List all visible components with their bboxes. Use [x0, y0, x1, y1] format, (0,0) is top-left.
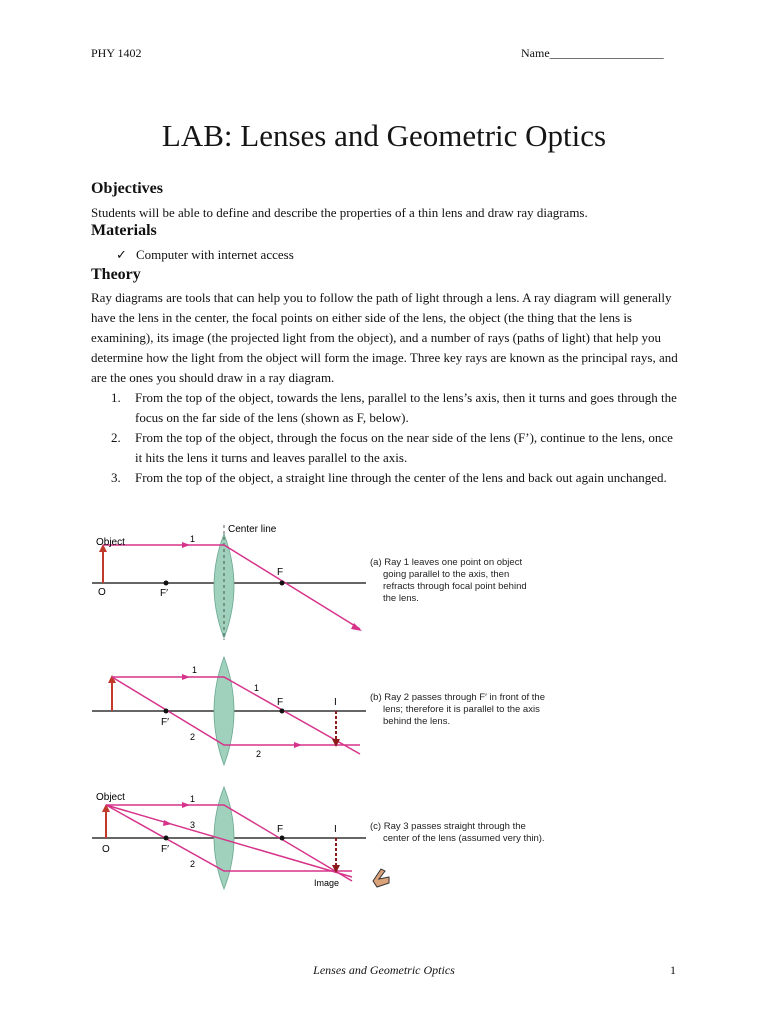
ray-arrow-icon: [294, 742, 302, 748]
focal-point-far: [280, 581, 285, 586]
convex-lens: [214, 657, 234, 765]
i-label: I: [334, 697, 337, 708]
ray-label: 1: [254, 683, 260, 693]
caption-line: going parallel to the axis, then: [383, 569, 510, 580]
materials-heading: Materials: [91, 222, 157, 239]
page-number: 1: [670, 963, 676, 977]
diagram-panel-b: [92, 657, 366, 765]
caption-b: [370, 692, 545, 728]
focal-point-near: [164, 709, 169, 714]
ray-label: 1: [190, 534, 196, 544]
list-item-text: From the top of the object, towards the lens, parallel to the lens’s axis, then it turns and goes through the focus on the far side of the lens (shown as F, below).: [135, 390, 677, 425]
center-line-label: Center line: [228, 524, 277, 535]
image-label: Image: [314, 878, 340, 888]
ray-label: 3: [190, 820, 196, 830]
checkmark-icon: ✓: [116, 247, 127, 262]
ray-label: 2: [190, 732, 196, 742]
i-label: I: [334, 824, 337, 835]
ray-1: [112, 677, 360, 754]
f-prime-label: F′: [160, 588, 168, 599]
footer-title: Lenses and Geometric Optics: [313, 963, 455, 977]
diagram-panel-c: [92, 787, 389, 889]
caption-line: refracts through focal point behind: [383, 581, 527, 592]
caption-line: lens; therefore it is parallel to the axis: [383, 704, 540, 715]
caption-line: (b) Ray 2 passes through F′ in front of the: [370, 692, 545, 703]
objectives-text: Students will be able to define and describe the properties of a thin lens and draw ray diagrams.: [91, 205, 588, 220]
focal-point-near: [164, 836, 169, 841]
f-prime-label: F′: [161, 717, 169, 728]
caption-line: the lens.: [383, 593, 419, 604]
list-item: [91, 468, 683, 488]
ray-arrow-icon: [182, 542, 190, 548]
ray-label: 2: [256, 749, 262, 759]
diagram-panel-a: [92, 524, 366, 640]
focal-point-far: [280, 709, 285, 714]
o-label: O: [102, 844, 110, 855]
ray-arrow-icon: [163, 820, 172, 826]
caption-line: center of the lens (assumed very thin).: [383, 833, 545, 844]
theory-paragraph: Ray diagrams are tools that can help you to follow the path of light through a lens. A ray diagram will generally have the lens in the center, the focal points on either side of the lens, the object (the thing that the lens is examining), its image (the projected light from the object), and a number of rays (paths of light) that help you determine how the light from the object will form the image. Three key rays are known as the principal rays, and are the ones you should draw in a ray diagram.: [91, 290, 678, 385]
theory-heading: Theory: [91, 266, 141, 283]
list-item-text: From the top of the object, through the focus on the near side of the lens (F’), continue to the lens, once it hits the lens it turns and leaves parallel to the axis.: [135, 430, 673, 465]
hand-cursor-icon: [373, 869, 389, 887]
o-label: O: [98, 587, 106, 598]
f-prime-label: F′: [161, 844, 169, 855]
list-number: 3.: [111, 470, 121, 485]
name-field-label: Name___________________: [521, 46, 664, 60]
object-label: Object: [96, 537, 125, 548]
f-label: F: [277, 824, 284, 835]
caption-a: [370, 557, 527, 605]
list-item: [91, 388, 683, 428]
caption-c: [370, 821, 545, 845]
focal-point-far: [280, 836, 285, 841]
ray-arrow-icon: [182, 674, 190, 680]
materials-item: Computer with internet access: [136, 247, 294, 262]
course-code: PHY 1402: [91, 46, 142, 60]
f-label: F: [277, 567, 284, 578]
list-number: 2.: [111, 430, 121, 445]
object-label: Object: [96, 792, 125, 803]
objectives-heading: Objectives: [91, 180, 163, 197]
caption-line: behind the lens.: [383, 716, 451, 727]
list-number: 1.: [111, 390, 121, 405]
ray-label: 1: [192, 665, 198, 675]
ray-label: 1: [190, 794, 196, 804]
ray-label: 2: [190, 859, 196, 869]
f-label: F: [277, 697, 284, 708]
image-arrow-head: [332, 739, 340, 747]
list-item: [91, 428, 683, 468]
focal-point-near: [164, 581, 169, 586]
ray-arrow-icon: [182, 802, 190, 808]
page-title: LAB: Lenses and Geometric Optics: [161, 118, 607, 153]
principal-rays-list: [91, 388, 683, 488]
caption-line: (a) Ray 1 leaves one point on object: [370, 557, 523, 568]
list-item-text: From the top of the object, a straight line through the center of the lens and back out again unchanged.: [135, 470, 667, 485]
caption-line: (c) Ray 3 passes straight through the: [370, 821, 526, 832]
